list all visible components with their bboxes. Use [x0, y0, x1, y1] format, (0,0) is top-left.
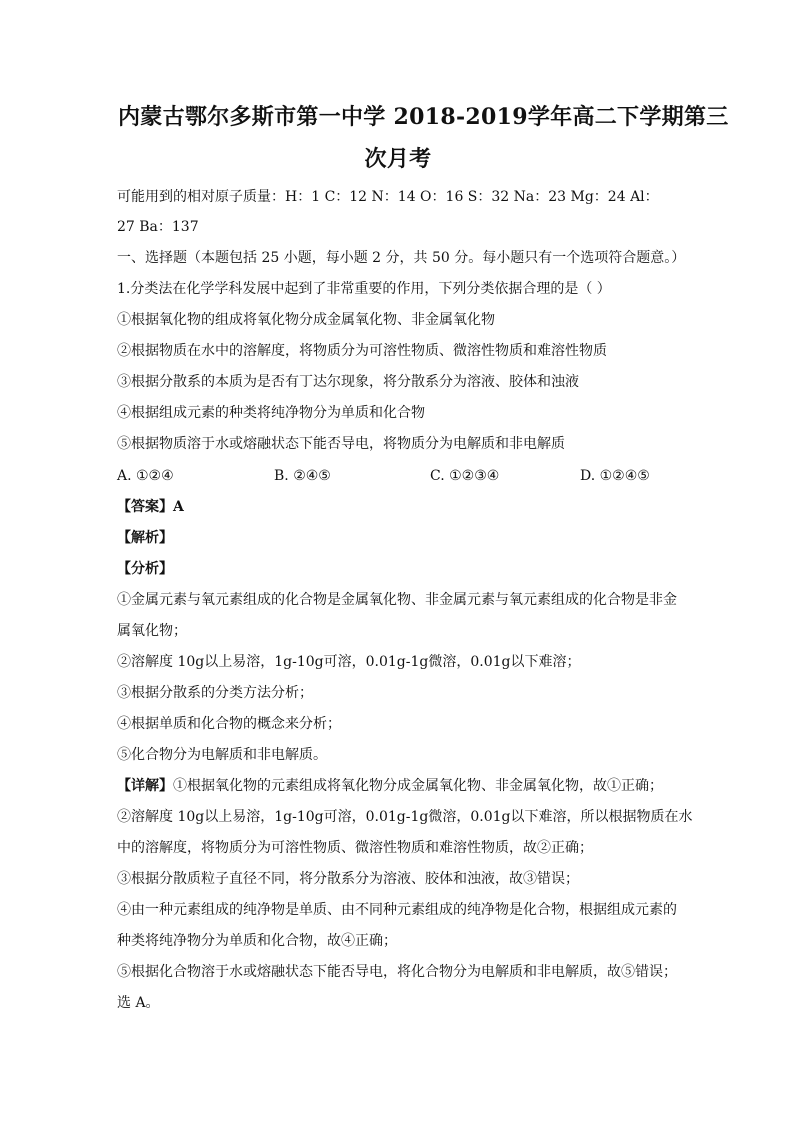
document-title-line1: 内蒙古鄂尔多斯市第一中学 2018-2019学年高二下学期第三: [118, 104, 729, 130]
answer-label: 【答案】A: [117, 499, 184, 515]
statement-1: ①根据氧化物的组成将氧化物分成金属氧化物、非金属氧化物: [117, 312, 495, 328]
statement-4: ④根据组成元素的种类将纯净物分为单质和化合物: [117, 405, 425, 421]
atomic-mass-line2: 27 Ba：137: [117, 219, 199, 235]
statement-2: ②根据物质在水中的溶解度，将物质分为可溶性物质、微溶性物质和难溶性物质: [117, 343, 607, 359]
detail-line-8: 选 A。: [117, 995, 160, 1011]
fenxi-line-3: ②溶解度 10g以上易溶，1g-10g可溶，0.01g-1g微溶，0.01g以下难溶；: [117, 654, 581, 670]
fenxi-line-6: ⑤化合物分为电解质和非电解质。: [117, 747, 327, 763]
detail-line-3: 中的溶解度，将物质分为可溶性物质、微溶性物质和难溶性物质，故②正确；: [117, 840, 593, 856]
detail-line-4: ③根据分散质粒子直径不同，将分散系分为溶液、胶体和浊液，故③错误；: [117, 871, 579, 887]
detail-line-7: ⑤根据化合物溶于水或熔融状态下能否导电，将化合物分为电解质和非电解质，故⑤错误；: [117, 964, 677, 980]
option-d: D. ①②④⑤: [580, 468, 650, 484]
option-b: B. ②④⑤: [274, 468, 331, 484]
fenxi-line-5: ④根据单质和化合物的概念来分析；: [117, 716, 341, 732]
fenxi-line-4: ③根据分散系的分类方法分析；: [117, 685, 313, 701]
detail-line-6: 种类将纯净物分为单质和化合物，故④正确；: [117, 933, 397, 949]
detail-line-5: ④由一种元素组成的纯净物是单质、由不同种元素组成的纯净物是化合物，根据组成元素的: [117, 902, 677, 918]
analysis-label: 【解析】: [117, 530, 173, 546]
option-a: A. ①②④: [117, 468, 174, 484]
detail-line-1: [117, 776, 663, 796]
statement-3: ③根据分散系的本质为是否有丁达尔现象，将分散系分为溶液、胶体和浊液: [117, 374, 579, 390]
detail-text-1: ①根据氧化物的元素组成将氧化物分成金属氧化物、非金属氧化物，故①正确；: [173, 778, 663, 794]
fenxi-label: 【分析】: [117, 561, 173, 577]
fenxi-line-1: ①金属元素与氧元素组成的化合物是金属氧化物、非金属元素与氧元素组成的化合物是非金: [117, 592, 677, 608]
detail-line-2: ②溶解度 10g以上易溶，1g-10g可溶，0.01g-1g微溶，0.01g以下难溶，所以根据物质在水: [117, 809, 693, 825]
detail-label: 【详解】: [117, 778, 173, 794]
statement-5: ⑤根据物质溶于水或熔融状态下能否导电，将物质分为电解质和非电解质: [117, 436, 565, 452]
document-title-line2: 次月考: [364, 146, 432, 172]
fenxi-line-2: 属氧化物；: [117, 623, 187, 639]
atomic-mass-line1: 可能用到的相对原子质量：H：1 C：12 N：14 O：16 S：32 Na：23 Mg：24 Al：: [117, 189, 659, 205]
question-stem: 1.分类法在化学学科发展中起到了非常重要的作用，下列分类依据合理的是（ ）: [117, 281, 611, 297]
option-c: C. ①②③④: [430, 468, 500, 484]
section-heading: 一、选择题（本题包括 25 小题，每小题 2 分，共 50 分。每小题只有一个选项符合题意。）: [117, 250, 686, 266]
